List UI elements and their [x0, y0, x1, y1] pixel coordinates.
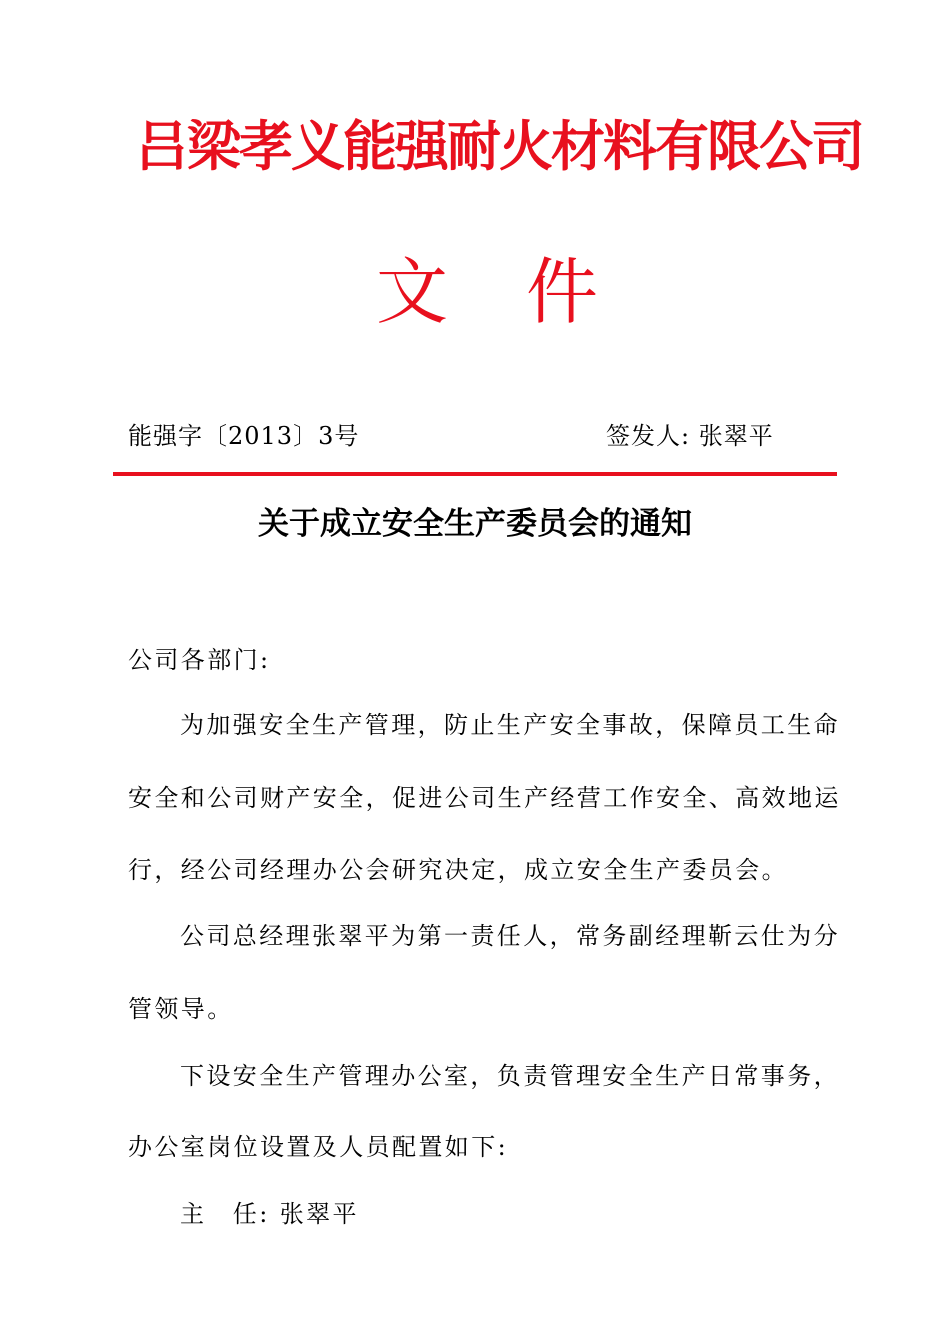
document-type-label: 文件 — [376, 250, 677, 334]
company-name-header: 吕梁孝义能强耐火材料有限公司 — [135, 115, 863, 178]
body-line: 为加强安全生产管理，防止生产安全事故，保障员工生命 — [180, 711, 840, 739]
body-line: 安全和公司财产安全，促进公司生产经营工作安全、高效地运 — [128, 784, 841, 812]
issuer-signature: 签发人: 张翠平 — [606, 422, 774, 450]
body-line: 公司总经理张翠平为第一责任人，常务副经理靳云仕为分 — [180, 922, 840, 950]
body-line: 管领导。 — [128, 995, 234, 1023]
notice-title: 关于成立安全生产委员会的通知 — [258, 506, 692, 542]
salutation: 公司各部门: — [128, 646, 271, 674]
body-line: 办公室岗位设置及人员配置如下: — [128, 1133, 509, 1161]
body-line: 行，经公司经理办公会研究决定，成立安全生产委员会。 — [128, 856, 788, 884]
body-line: 下设安全生产管理办公室，负责管理安全生产日常事务， — [180, 1062, 840, 1090]
document-number: 能强字〔2013〕3号 — [128, 422, 360, 450]
director-line: 主 任: 张翠平 — [180, 1200, 359, 1228]
red-divider-line — [113, 472, 837, 476]
